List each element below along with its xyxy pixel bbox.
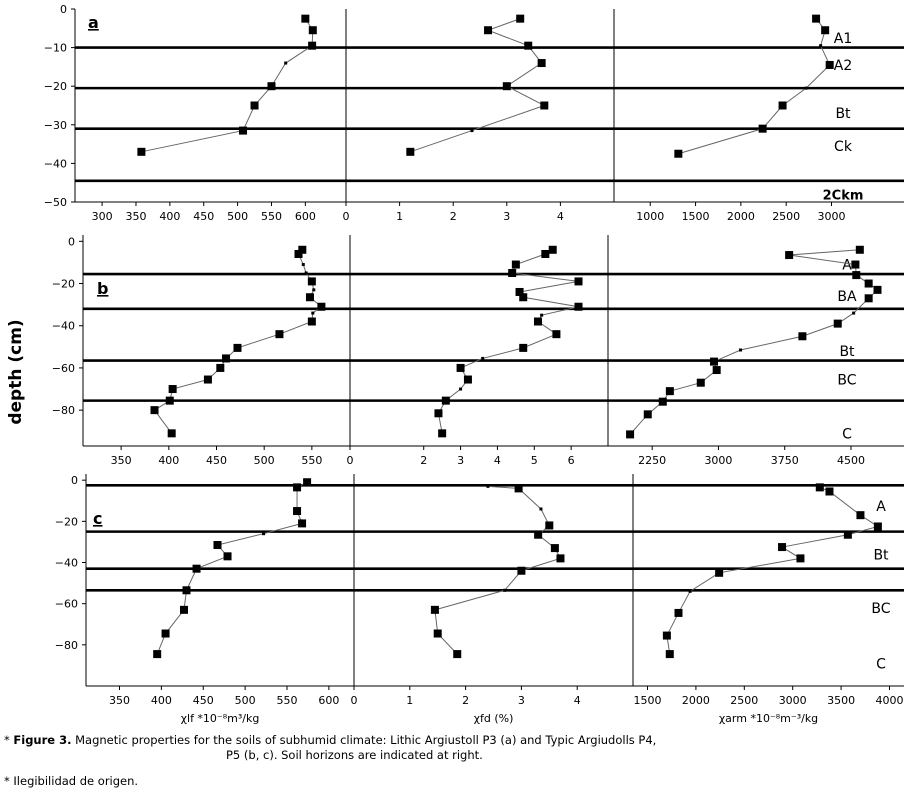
data-point-chi_fd	[512, 261, 520, 269]
data-point-chi_arm	[852, 271, 860, 279]
y-tick-label: −40	[51, 319, 75, 333]
y-tick-label: −50	[43, 196, 67, 209]
x-tick-label: 3	[457, 454, 465, 467]
x-tick-label: 600	[318, 694, 340, 707]
panel-a	[44, 3, 904, 223]
data-point-chi_lf	[193, 565, 201, 573]
data-point-chi_arm	[710, 358, 718, 366]
data-point-chi_arm	[821, 26, 829, 34]
y-tick-label: −30	[43, 118, 67, 132]
x-tick-label: 4000	[875, 694, 904, 707]
data-point-chi_lf	[239, 127, 247, 135]
data-point-chi_arm	[826, 61, 834, 69]
caption-line-2: P5 (b, c). Soil horizons are indicated at right.	[226, 748, 483, 762]
data-point-chi_fd	[540, 314, 543, 317]
y-tick-label: −80	[51, 404, 75, 418]
data-point-chi_arm	[674, 150, 682, 158]
data-point-chi_fd	[434, 630, 442, 638]
x-tick-label: 6	[567, 454, 575, 467]
y-tick-label: −80	[54, 638, 78, 652]
data-point-chi_fd	[515, 484, 523, 492]
data-point-chi_lf	[311, 312, 314, 315]
horizon-label: 2Ckm	[822, 188, 864, 204]
caption-line-1: Magnetic properties for the soils of subhumid climate: Lithic Argiustoll P3 (a) and Typic Argiudolls P4,	[75, 733, 657, 747]
x-tick-label: 3	[517, 694, 525, 707]
data-point-chi_lf	[298, 519, 306, 527]
data-point-chi_arm	[874, 522, 882, 530]
horizon-label: Ck	[834, 139, 852, 156]
x-tick-label: 0	[342, 210, 350, 223]
data-point-chi_fd	[481, 357, 484, 360]
horizon-label: Bt	[835, 106, 851, 123]
data-point-chi_fd	[503, 589, 506, 592]
data-point-chi_arm	[805, 87, 808, 90]
y-tick-label: −40	[54, 556, 78, 570]
data-point-chi_arm	[778, 543, 786, 551]
horizon-label: A	[876, 498, 886, 515]
x-tick-label: 0	[346, 454, 354, 467]
y-axis-label: depth (cm)	[6, 319, 26, 425]
data-point-chi_fd	[552, 330, 560, 338]
data-series-line-chi_fd	[410, 19, 544, 152]
data-point-chi_lf	[222, 354, 230, 362]
data-point-chi_arm	[865, 280, 873, 288]
data-point-chi_lf	[204, 376, 212, 384]
y-tick-label: 0	[71, 474, 78, 488]
x-tick-label: 4500	[836, 454, 865, 467]
data-series-line-chi_arm	[678, 19, 829, 154]
data-point-chi_arm	[825, 487, 833, 495]
y-tick-label: 0	[68, 235, 75, 249]
data-point-chi_fd	[539, 507, 542, 510]
data-point-chi_fd	[575, 303, 583, 311]
data-point-chi_fd	[442, 397, 450, 405]
data-point-chi_fd	[508, 269, 516, 277]
data-point-chi_fd	[453, 650, 461, 658]
data-point-chi_lf	[262, 532, 265, 535]
panel-label: b	[97, 279, 109, 298]
data-point-chi_arm	[779, 102, 787, 110]
data-series-line-chi_fd	[435, 486, 561, 654]
data-point-chi_fd	[406, 148, 414, 156]
x-tick-label: 4	[493, 454, 501, 467]
data-point-chi_lf	[233, 344, 241, 352]
x-tick-label: 2	[420, 454, 428, 467]
x-tick-label: 450	[206, 454, 227, 467]
data-point-chi_lf	[293, 507, 301, 515]
data-point-chi_arm	[796, 554, 804, 562]
x-tick-label: 1500	[633, 694, 662, 707]
data-point-chi_arm	[785, 251, 793, 259]
data-point-chi_fd	[556, 554, 564, 562]
x-tick-label: 2500	[772, 210, 801, 223]
data-point-chi_fd	[534, 318, 542, 326]
x-axis-label-chi_arm: χarm *10⁻⁸m⁻³/kg	[718, 712, 819, 725]
data-point-chi_lf	[166, 397, 174, 405]
x-tick-label: 2000	[726, 210, 755, 223]
data-point-chi_fd	[524, 42, 532, 50]
horizon-label: C	[842, 426, 852, 443]
data-point-chi_arm	[812, 15, 820, 23]
data-point-chi_arm	[644, 410, 652, 418]
y-tick-label: −20	[43, 80, 67, 94]
panel-c	[55, 474, 904, 725]
horizon-label: A2	[833, 57, 853, 74]
data-point-chi_fd	[519, 344, 527, 352]
data-point-chi_arm	[856, 246, 864, 254]
panel-label: c	[93, 509, 103, 528]
x-tick-label: 5	[530, 454, 538, 467]
x-tick-label: 1	[396, 210, 404, 223]
data-series-line-chi_lf	[141, 19, 312, 152]
data-point-chi_lf	[153, 650, 161, 658]
x-tick-label: 500	[227, 210, 249, 223]
data-point-chi_arm	[739, 348, 742, 351]
x-tick-label: 550	[301, 454, 323, 467]
y-tick-label: −10	[43, 41, 67, 55]
data-point-chi_lf	[309, 26, 317, 34]
data-point-chi_fd	[549, 246, 557, 254]
data-point-chi_lf	[308, 277, 316, 285]
horizon-label: Bt	[839, 344, 855, 361]
data-point-chi_lf	[169, 385, 177, 393]
y-tick-label: −60	[51, 361, 75, 375]
data-point-chi_lf	[302, 263, 305, 266]
footnote: * Ilegibilidad de origen.	[4, 774, 139, 788]
x-tick-label: 550	[276, 694, 298, 707]
data-point-chi_arm	[798, 332, 806, 340]
data-point-chi_arm	[865, 294, 873, 302]
horizon-label: A	[842, 257, 852, 274]
data-point-chi_lf	[213, 541, 221, 549]
data-point-chi_fd	[431, 606, 439, 614]
data-point-chi_fd	[551, 544, 559, 552]
x-tick-label: 3000	[817, 210, 846, 223]
x-tick-label: 3750	[770, 454, 799, 467]
data-point-chi_lf	[306, 293, 314, 301]
data-point-chi_lf	[183, 586, 191, 594]
data-series-line-chi_fd	[438, 250, 578, 434]
data-point-chi_fd	[464, 376, 472, 384]
data-point-chi_arm	[666, 387, 674, 395]
horizon-label: BC	[871, 600, 891, 617]
x-tick-label: 1500	[681, 210, 710, 223]
data-point-chi_fd	[484, 26, 492, 34]
data-point-chi_lf	[224, 552, 232, 560]
x-tick-label: 3000	[704, 454, 733, 467]
data-point-chi_fd	[517, 567, 525, 575]
x-axis-label-chi_lf: χlf *10⁻⁸m³/kg	[180, 712, 260, 725]
horizon-label: C	[876, 656, 886, 673]
data-point-chi_fd	[470, 129, 473, 132]
x-tick-label: 1	[406, 694, 414, 707]
data-point-chi_fd	[459, 388, 462, 391]
data-point-chi_lf	[162, 630, 170, 638]
data-point-chi_arm	[715, 569, 723, 577]
data-point-chi_lf	[303, 478, 311, 486]
x-tick-label: 450	[192, 694, 214, 707]
x-tick-label: 450	[193, 210, 215, 223]
data-point-chi_lf	[180, 606, 188, 614]
data-point-chi_lf	[301, 15, 309, 23]
data-point-chi_fd	[516, 15, 524, 23]
data-point-chi_fd	[519, 293, 527, 301]
x-tick-label: 400	[158, 454, 180, 467]
data-point-chi_lf	[168, 429, 176, 437]
data-point-chi_lf	[275, 330, 283, 338]
x-tick-label: 300	[91, 210, 113, 223]
data-series-line-chi_lf	[155, 250, 322, 434]
data-point-chi_lf	[216, 364, 224, 372]
x-tick-label: 400	[159, 210, 181, 223]
data-point-chi_arm	[819, 44, 822, 47]
data-point-chi_arm	[626, 430, 634, 438]
x-tick-label: 2	[449, 210, 457, 223]
horizon-label: A1	[833, 30, 853, 47]
x-tick-label: 350	[109, 694, 130, 707]
data-point-chi_lf	[308, 318, 316, 326]
data-point-chi_fd	[434, 409, 442, 417]
data-point-chi_arm	[689, 590, 692, 593]
data-point-chi_arm	[759, 125, 767, 133]
x-axis-label-chi_fd: χfd (%)	[473, 712, 514, 725]
x-tick-label: 3500	[827, 694, 856, 707]
data-point-chi_fd	[540, 102, 548, 110]
data-point-chi_lf	[317, 303, 325, 311]
data-point-chi_lf	[305, 271, 308, 274]
x-tick-label: 2000	[681, 694, 710, 707]
x-tick-label: 500	[234, 694, 256, 707]
x-tick-label: 1000	[636, 210, 665, 223]
data-point-chi_lf	[293, 483, 301, 491]
x-tick-label: 550	[260, 210, 282, 223]
data-point-chi_fd	[457, 364, 465, 372]
data-point-chi_lf	[295, 250, 303, 258]
x-tick-label: 500	[253, 454, 275, 467]
x-tick-label: 2	[462, 694, 470, 707]
data-point-chi_arm	[816, 483, 824, 491]
data-point-chi_arm	[852, 312, 855, 315]
data-point-chi_fd	[534, 531, 542, 539]
data-point-chi_lf	[308, 42, 316, 50]
data-point-chi_lf	[284, 62, 287, 65]
y-tick-label: −60	[54, 597, 78, 611]
data-point-chi_arm	[666, 650, 674, 658]
x-tick-label: 4	[556, 210, 564, 223]
x-tick-label: 400	[150, 694, 172, 707]
y-tick-label: 0	[60, 3, 67, 16]
caption-title: Figure 3.	[13, 733, 72, 747]
data-point-chi_arm	[674, 609, 682, 617]
panel-b	[52, 235, 904, 467]
data-point-chi_arm	[851, 261, 859, 269]
x-tick-label: 2250	[638, 454, 667, 467]
data-point-chi_lf	[267, 82, 275, 90]
x-tick-label: 0	[350, 694, 358, 707]
data-series-line-chi_arm	[630, 250, 877, 435]
caption-marker: *	[4, 733, 10, 747]
data-point-chi_fd	[438, 429, 446, 437]
data-point-chi_arm	[663, 632, 671, 640]
data-point-chi_lf	[137, 148, 145, 156]
data-point-chi_arm	[844, 531, 852, 539]
y-tick-label: −40	[43, 157, 67, 171]
data-point-chi_lf	[312, 288, 315, 291]
data-point-chi_fd	[503, 82, 511, 90]
data-point-chi_arm	[697, 379, 705, 387]
data-point-chi_lf	[251, 102, 259, 110]
x-tick-label: 600	[294, 210, 316, 223]
horizon-label: BA	[837, 289, 857, 306]
data-point-chi_arm	[873, 286, 881, 294]
horizon-label: BC	[837, 372, 857, 389]
x-tick-label: 350	[125, 210, 147, 223]
data-point-chi_arm	[659, 398, 667, 406]
data-point-chi_arm	[713, 366, 721, 374]
x-tick-label: 3	[503, 210, 511, 223]
data-point-chi_fd	[486, 485, 489, 488]
horizon-label: Bt	[873, 547, 889, 564]
data-point-chi_fd	[538, 59, 546, 67]
x-tick-label: 350	[110, 454, 132, 467]
data-point-chi_fd	[545, 521, 553, 529]
x-tick-label: 4	[573, 694, 581, 707]
data-point-chi_arm	[834, 320, 842, 328]
data-point-chi_fd	[541, 250, 549, 258]
data-point-chi_fd	[575, 277, 583, 285]
x-tick-label: 2500	[730, 694, 759, 707]
data-point-chi_lf	[151, 406, 159, 414]
data-series-line-chi_arm	[667, 487, 878, 654]
y-tick-label: −20	[51, 277, 75, 291]
y-tick-label: −20	[54, 515, 78, 529]
x-tick-label: 3000	[778, 694, 807, 707]
data-point-chi_arm	[856, 511, 864, 519]
panel-label: a	[88, 13, 99, 32]
